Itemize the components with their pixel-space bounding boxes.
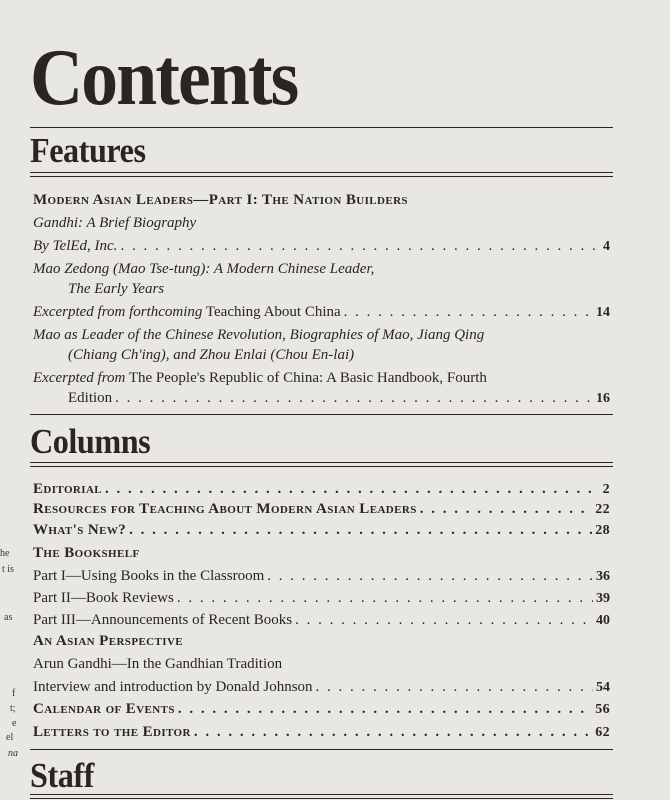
toc-entry-leader-title-cont: (Chiang Ch'ing), and Zhou Enlai (Chou En-lai) (68, 347, 355, 363)
margin-fragment: as (4, 612, 13, 623)
page-number: 4 (603, 239, 610, 254)
toc-subheading-asian-perspective: An Asian Perspective (33, 633, 184, 649)
margin-fragment: el (6, 732, 14, 743)
toc-entry-part3[interactable]: Part III—Announcements of Recent Books . . . 40 (33, 610, 610, 630)
toc-entry-calendar[interactable]: Calendar of Events . . . 56 (33, 699, 610, 719)
toc-entry-editorial[interactable]: Editorial . . . 2 (33, 479, 610, 499)
facing-page-fragments (0, 0, 26, 800)
page-title: Contents (30, 34, 298, 122)
leader-dots (295, 610, 593, 630)
page-number: 16 (596, 391, 610, 406)
leader-dots (344, 302, 593, 322)
toc-entry-interview[interactable]: Interview and introduction by Donald Johnson . . . 54 (33, 677, 610, 697)
page-number: 22 (595, 502, 610, 517)
margin-fragment: na (8, 748, 18, 759)
margin-fragment: f (12, 688, 16, 699)
leader-dots (178, 699, 592, 719)
leader-dots (316, 677, 593, 697)
leader-dots (129, 520, 592, 540)
page-number: 40 (596, 613, 610, 628)
leader-dots (194, 722, 592, 742)
page-number: 56 (595, 702, 610, 717)
leader-dots (420, 499, 592, 519)
toc-entry-gandhi-byline[interactable]: By TelEd, Inc. . . . 4 (33, 236, 610, 256)
title-rule (30, 127, 613, 128)
margin-fragment: t; (10, 703, 16, 714)
columns-heading: Columns (30, 422, 151, 461)
toc-entry-leader-source-cont[interactable]: Edition . . . 16 (68, 388, 610, 408)
staff-rule (30, 794, 613, 799)
toc-entry-letters[interactable]: Letters to the Editor . . . 62 (33, 722, 610, 742)
features-heading: Features (30, 131, 146, 170)
toc-entry-arun-gandhi[interactable]: Arun Gandhi—In the Gandhian Tradition (33, 656, 283, 672)
staff-top-rule (30, 749, 613, 750)
margin-fragment: he (0, 548, 10, 559)
toc-entry-whats-new[interactable]: What's New? . . . 28 (33, 520, 610, 540)
toc-entry-part2[interactable]: Part II—Book Reviews . . . 39 (33, 588, 610, 608)
columns-top-rule (30, 414, 613, 415)
margin-fragment: e (12, 718, 17, 729)
toc-entry-leader-source[interactable]: Excerpted from The People's Republic of China: A Basic Handbook, Fourth (33, 370, 487, 386)
margin-fragment: t is (2, 564, 14, 575)
page-number: 62 (595, 725, 610, 740)
leader-dots (105, 479, 600, 499)
leader-dots (115, 388, 593, 408)
toc-entry-mao-source[interactable]: Excerpted from forthcoming Teaching About China . . . 14 (33, 302, 610, 322)
leader-dots (177, 588, 593, 608)
features-group-heading: Modern Asian Leaders—Part I: The Nation Builders (33, 192, 408, 208)
page-number: 28 (595, 523, 610, 538)
toc-entry-part1[interactable]: Part I—Using Books in the Classroom . . . 36 (33, 566, 610, 586)
toc-entry-mao-title[interactable]: Mao Zedong (Mao Tse-tung): A Modern Chinese Leader, (33, 261, 375, 277)
toc-entry-resources[interactable]: Resources for Teaching About Modern Asian Leaders . . . 22 (33, 499, 610, 519)
toc-entry-leader-title[interactable]: Mao as Leader of the Chinese Revolution, Biographies of Mao, Jiang Qing (33, 327, 485, 343)
columns-rule (30, 462, 613, 467)
leader-dots (120, 236, 600, 256)
page-number: 54 (596, 680, 610, 695)
staff-heading: Staff (30, 756, 94, 795)
toc-subheading-bookshelf: The Bookshelf (33, 545, 140, 561)
page-number: 39 (596, 591, 610, 606)
leader-dots (267, 566, 593, 586)
page-number: 14 (596, 305, 610, 320)
features-rule (30, 172, 613, 177)
toc-entry-mao-title-cont: The Early Years (68, 281, 165, 297)
page-number: 2 (602, 482, 610, 497)
toc-entry-gandhi-title[interactable]: Gandhi: A Brief Biography (33, 215, 197, 231)
page-number: 36 (596, 569, 610, 584)
